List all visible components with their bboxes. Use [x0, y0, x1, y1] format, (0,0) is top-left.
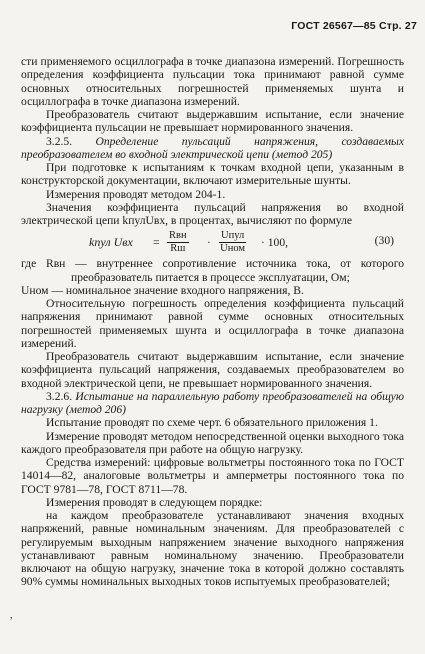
document-body [21, 55, 404, 589]
formula-tail: · 100, [261, 236, 289, 250]
paragraph-measurement-method: Измерение проводят методом непосредственной оценки выходного тока каждого преобразователя при работе на общую нагрузку. [21, 429, 404, 456]
page-header: ГОСТ 26567—85 Стр. 27 [291, 20, 417, 32]
paragraph-error: Относительную погрешность определения коэффициента пульсаций напряжения принимают равной сумме основных относительных погрешностей применяемых шунта и осциллографа в точке диапазона измерений. [21, 297, 404, 350]
paragraph-procedure: на каждом преобразователе устанавливают значения входных напряжений, равные номинальным значениям. Для преобразователей с регулируемым выходным напряжением значение выходного напряжения устанавливают равным номинальному значению. Преобразователи включают на общую нагрузку, значение тока в которой должно составлять 90% суммы номинальных выходных токов испытуемых преобразователей; [21, 509, 404, 589]
section-number: 3.2.6. [46, 389, 73, 403]
paragraph-where-rvn: где Rвн — внутреннее сопротивление источника тока, от которого преобразователь питается в процессе эксплуатации, Ом; [21, 257, 404, 284]
fraction-numerator: Uпул [221, 230, 245, 242]
fraction-numerator: Rвн [169, 230, 187, 242]
fraction-denominator: Rш [170, 243, 186, 255]
section-number: 3.2.5. [46, 134, 73, 148]
formula-equals: = [153, 236, 160, 250]
paragraph-scheme: Испытание проводят по схеме черт. 6 обязательного приложения 1. [46, 416, 378, 430]
formula-fraction-voltage [219, 230, 246, 255]
section-3-2-5-heading [21, 135, 404, 162]
paragraph-instruments: Средства измерений: цифровые вольтметры постоянного тока по ГОСТ 14014—82, аналоговые вольтметры и амперметры постоянного тока по ГОСТ 9781—78, ГОСТ 8711—78. [21, 456, 404, 496]
paragraph-method: Измерения проводят методом 204-1. [46, 187, 226, 201]
formula-30 [21, 228, 404, 255]
paragraph-formula-intro: Значения коэффициента пульсаций напряжения во входной электрической цепи kпулUвх, в процентах, вычисляют по формуле [21, 200, 404, 227]
paragraph-where-unom: Uном — номинальное значение входного напряжения, В. [21, 283, 304, 297]
paragraph-result-ripple-current: Преобразователь считают выдержавшим испытание, если значение коэффициента пульсации не превышает нормированного значения. [21, 108, 404, 135]
formula-lhs: kпул Uвх [89, 235, 133, 250]
paragraph-continuation: сти применяемого осциллографа в точке диапазона измерений. Погрешность определения коэффициента пульсации тока принимают равной сумме основных относительных погрешностей применяемых шунта и осциллографа в точке диапазона измерений. [21, 55, 404, 108]
section-title: Определение пульсаций напряжения, создаваемых преобразователем во входной электрической цепи (метод 205) [21, 134, 404, 161]
paragraph-result-ripple-voltage: Преобразователь считают выдержавшим испытание, если значение коэффициента пульсаций напряжения, создаваемых преобразователем во входной электрической цепи, не превышает нормированного значения. [21, 350, 404, 390]
formula-number: (30) [374, 234, 394, 248]
margin-mark: , [10, 610, 13, 621]
section-title: Испытание на параллельную работу преобразователей на общую нагрузку (метод 206) [21, 389, 404, 416]
formula-fraction-resistance [167, 230, 189, 255]
paragraph-order: Измерения проводят в следующем порядке: [46, 495, 263, 509]
fraction-denominator: Uном [220, 243, 246, 255]
section-3-2-6-heading [21, 390, 404, 417]
formula-multiply: · [207, 236, 211, 250]
paragraph-preparation: При подготовке к испытаниям к точкам входной цепи, указанным в конструкторской документации, включают измерительные шунты. [21, 161, 404, 188]
